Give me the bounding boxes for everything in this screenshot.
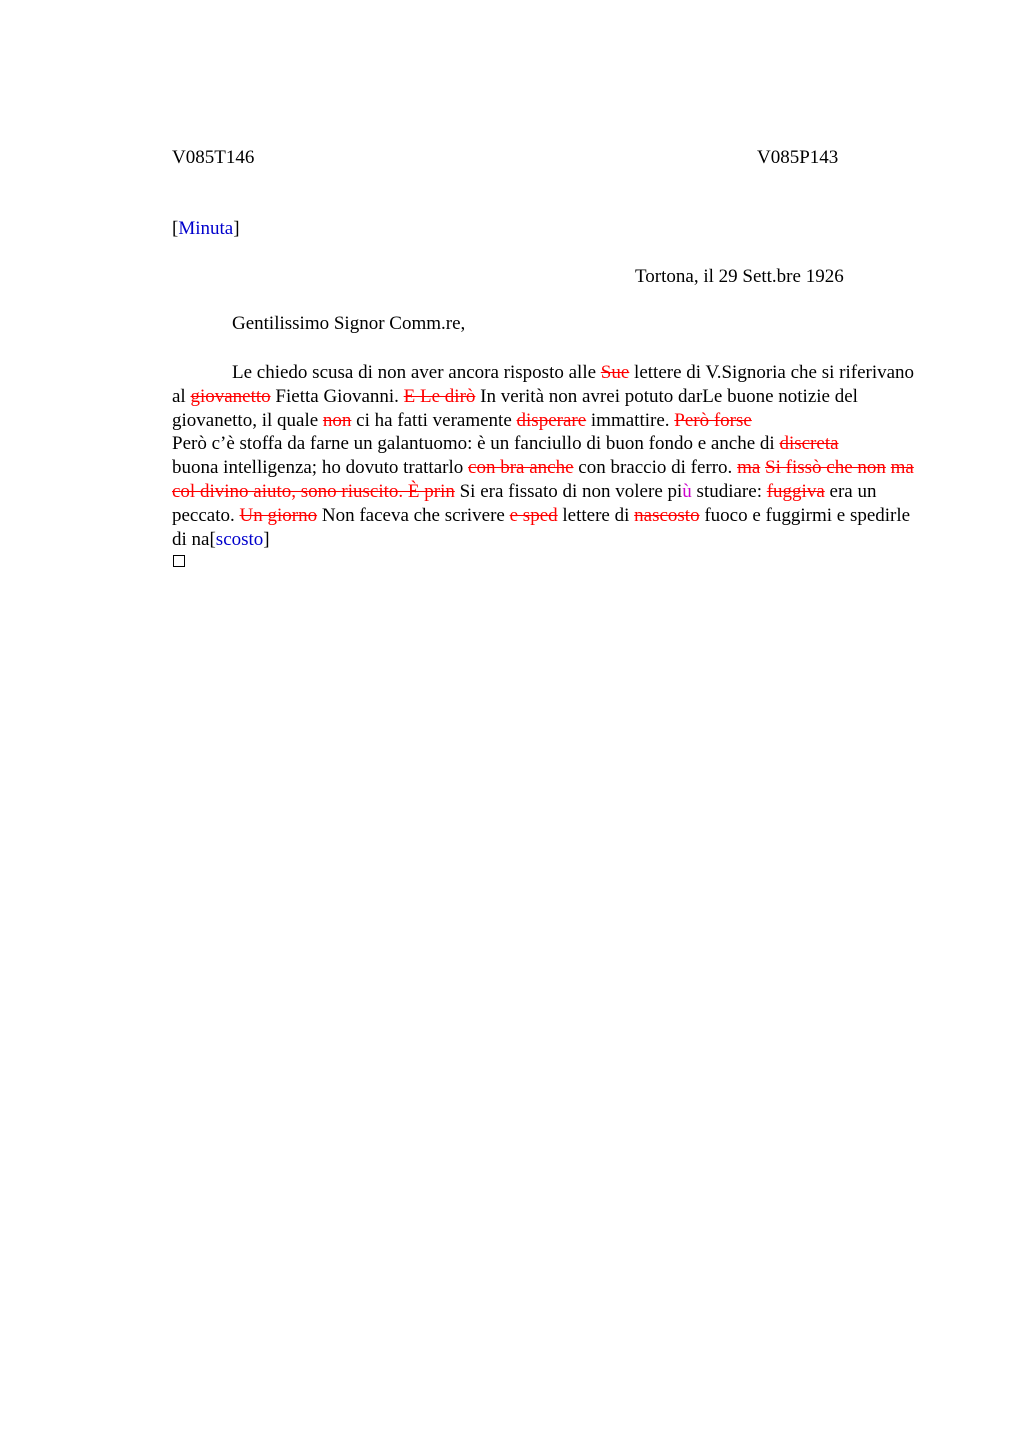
body-text-segment: Non faceva che scrivere: [317, 504, 510, 526]
body-text-segment: Le chiedo scusa di non aver ancora risposto alle: [232, 362, 601, 383]
deleted-text: ma: [737, 457, 761, 479]
body-text-segment: In verità non avrei potuto darLe buone notizie del giovanetto, il quale: [172, 385, 858, 431]
bracket-open: [: [172, 218, 179, 239]
deleted-text: Un giorno: [239, 504, 318, 526]
body-text-segment: fuoco e fuggirmi e spedirle di na: [172, 504, 911, 550]
body-text-segment: immattire.: [586, 409, 675, 431]
deleted-text: e sped: [509, 504, 558, 526]
deleted-text: Sue: [600, 362, 630, 383]
body-text-segment: buona intelligenza; ho dovuto trattarlo: [172, 457, 469, 479]
deleted-text: Però forse: [674, 409, 752, 431]
body-text-segment: ci ha fatti veramente: [351, 409, 517, 431]
bracket-close: ]: [233, 218, 240, 239]
end-marker-box: [173, 555, 185, 567]
document-code-right: V085P143: [757, 147, 839, 168]
editorial-insertion: scosto: [215, 528, 264, 550]
body-text-segment: Fietta Giovanni.: [270, 385, 404, 407]
deleted-text: E Le dirò: [403, 385, 476, 407]
body-text-segment: Però c’è stoffa da farne un galantuomo: è un fanciullo di buon fondo e anche di: [172, 433, 780, 455]
deleted-text: Si fissò che non: [765, 457, 886, 479]
deleted-text: fuggiva: [766, 480, 825, 502]
deleted-text: disperare: [516, 409, 587, 431]
bracket-close: ]: [263, 528, 270, 550]
bracket-open: [: [209, 528, 216, 550]
deleted-text: nascosto: [634, 504, 700, 526]
deleted-text: discreta: [779, 433, 839, 455]
body-text-segment: con braccio di ferro.: [573, 457, 738, 479]
accent-letter: ù: [682, 480, 692, 502]
body-text-segment: lettere di: [557, 504, 635, 526]
minuta-label: [172, 218, 240, 240]
body-text-segment: lettere di V.Signoria che si riferivano al: [172, 362, 915, 407]
body-text-segment: Si era fissato di non volere pi: [454, 480, 683, 502]
minuta-word: Minuta: [178, 218, 234, 239]
letter-body: [172, 361, 924, 551]
deleted-text: giovanetto: [190, 385, 271, 407]
deleted-text: non: [322, 409, 352, 431]
document-code-left: V085T146: [172, 147, 255, 168]
deleted-text: ma col divino aiuto, sono riuscito. È prin: [172, 457, 914, 502]
date-line: Tortona, il 29 Sett.bre 1926: [635, 266, 844, 287]
salutation: Gentilissimo Signor Comm.re,: [232, 313, 466, 334]
body-text-segment: era un peccato.: [172, 480, 877, 526]
body-text-segment: studiare:: [691, 480, 767, 502]
deleted-text: con bra anche: [468, 457, 574, 479]
